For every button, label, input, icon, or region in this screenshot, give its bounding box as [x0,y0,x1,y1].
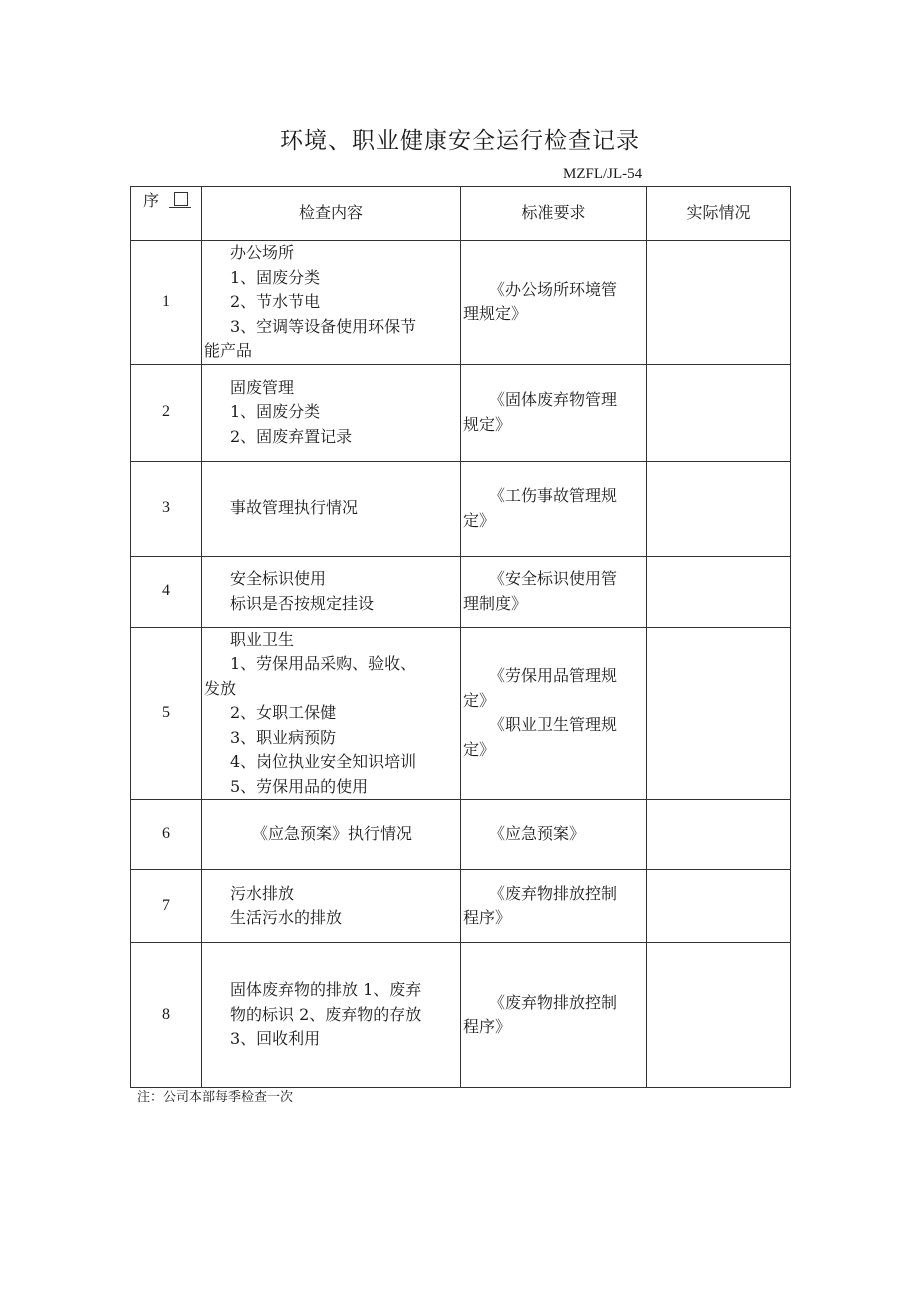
standard-line: 定》 [463,510,496,530]
row-actual[interactable] [647,241,791,365]
content-line: 5、劳保用品的使用 [230,776,369,796]
row-number: 8 [131,943,202,1088]
row-actual[interactable] [647,627,791,800]
standard-line: 《废弃物排放控制 [489,883,618,903]
content-line: 物的标识 2、废弃物的存放 [230,1004,422,1024]
content-line: 1、固废分类 [230,267,321,287]
standard-line: 定》 [463,739,496,759]
content-line: 固体废弃物的排放 1、废弃 [230,980,422,1000]
table-row [131,870,791,943]
standard-line: 《工伤事故管理规 [489,486,618,505]
table-row [131,461,791,556]
content-line: 发放 [204,678,237,698]
row-actual[interactable] [647,800,791,870]
row-number: 6 [131,800,202,870]
row-standard [461,556,647,627]
row-actual[interactable] [647,364,791,461]
standard-line: 《劳保用品管理规 [489,666,618,686]
header-content: 检查内容 [202,187,461,241]
table-header-row [131,187,791,241]
row-standard [461,627,647,800]
content-line: 办公场所 [230,243,295,262]
row-number: 7 [131,870,202,943]
content-line: 安全标识使用 [230,569,327,588]
content-line: 3、空调等设备使用环保节 [230,316,417,336]
content-line: 能产品 [204,341,253,360]
content-line: 1、劳保用品采购、验收、 [230,654,417,673]
row-content [202,627,461,800]
row-content [202,364,461,461]
standard-line: 理制度》 [463,593,528,613]
content-line: 2、固废弃置记录 [230,426,353,446]
row-actual[interactable] [647,461,791,556]
standard-line: 理规定》 [463,304,528,324]
row-number: 4 [131,556,202,627]
content-line: 污水排放 [230,883,295,903]
content-line: 生活污水的排放 [230,908,343,927]
standard-line: 《办公场所环境管 [489,279,618,299]
table-row [131,627,791,800]
standard-line: 程序》 [463,908,512,927]
content-line: 3、职业病预防 [230,727,337,747]
row-standard [461,800,647,870]
table-row [131,556,791,627]
row-actual[interactable] [647,943,791,1088]
row-content [202,800,461,870]
content-line: 2、节水节电 [230,292,321,311]
standard-line: 规定》 [463,414,512,434]
table-row [131,800,791,870]
inspection-table [130,186,791,1088]
standard-line: 定》 [463,690,496,710]
row-number: 2 [131,364,202,461]
header-no-label: 序 [143,191,160,210]
row-content [202,461,461,556]
content-line: 4、岗位执业安全知识培训 [230,752,417,771]
row-content [202,241,461,365]
row-standard [461,461,647,556]
row-content [202,943,461,1088]
standard-line: 《职业卫生管理规 [489,715,618,735]
content-line: 2、女职工保健 [230,703,337,722]
standard-line: 《安全标识使用管 [489,569,618,588]
content-line: 1、固废分类 [230,402,321,422]
row-standard [461,943,647,1088]
content-line: 标识是否按规定挂设 [230,593,375,613]
content-line: 职业卫生 [230,629,295,649]
standard-line: 《应急预案》 [489,824,586,844]
document-code: MZFL/JL-54 [563,166,643,182]
row-number: 5 [131,627,202,800]
content-line: 固废管理 [230,377,295,397]
row-standard [461,870,647,943]
header-standard: 标准要求 [461,187,647,241]
page-title: 环境、职业健康安全运行检查记录 [280,128,640,154]
standard-line: 《固体废弃物管理 [489,390,618,409]
table-row [131,241,791,365]
footnote: 注：公司本部每季检查一次 [137,1090,294,1105]
row-actual[interactable] [647,870,791,943]
row-standard [461,364,647,461]
header-no [131,187,202,241]
table-row [131,943,791,1088]
row-content [202,870,461,943]
row-content [202,556,461,627]
row-standard [461,241,647,365]
row-actual[interactable] [647,556,791,627]
content-line: 《应急预案》执行情况 [251,824,412,844]
content-line: 事故管理执行情况 [230,498,359,518]
table-row [131,364,791,461]
row-number: 3 [131,461,202,556]
standard-line: 《废弃物排放控制 [489,992,618,1012]
checkbox-square-icon [174,192,188,206]
header-actual: 实际情况 [647,187,791,241]
row-number: 1 [131,241,202,365]
content-line: 3、回收利用 [230,1029,321,1049]
standard-line: 程序》 [463,1017,512,1036]
underline-mark [169,207,191,208]
